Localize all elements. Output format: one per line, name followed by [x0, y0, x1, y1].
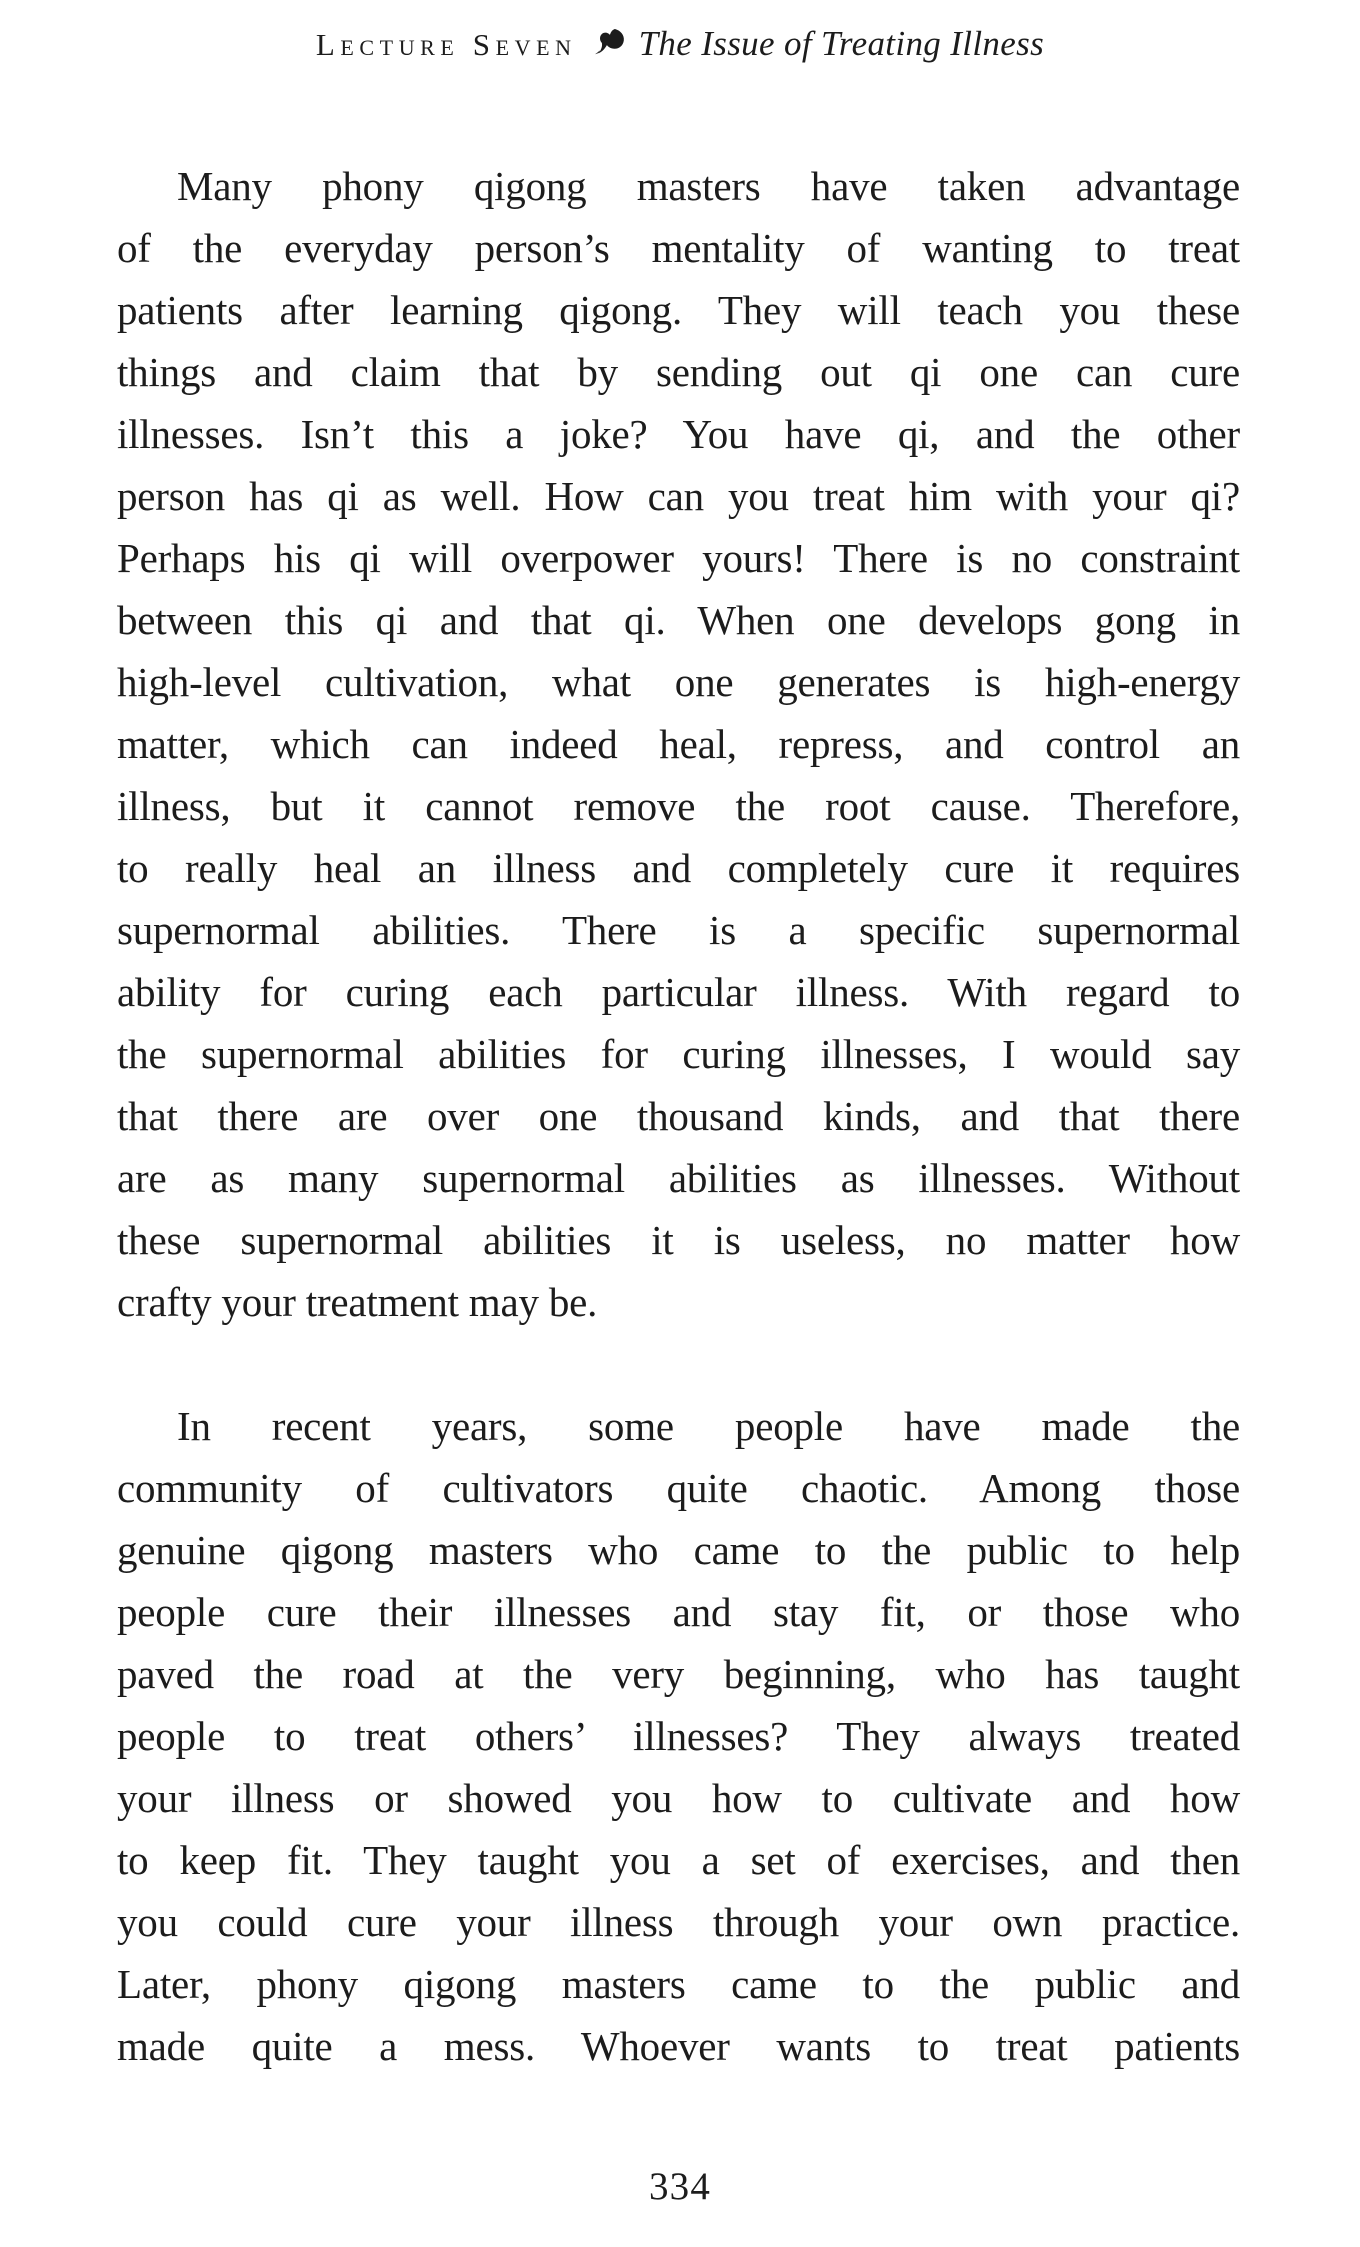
text-line: you could cure your illness through your own practice.	[117, 1899, 1240, 1945]
text-line: that there are over one thousand kinds, and that there	[117, 1093, 1240, 1139]
text-line: paved the road at the very beginning, who has taught	[117, 1651, 1240, 1697]
text-line: crafty your treatment may be.	[117, 1279, 598, 1325]
text-line: between this qi and that qi. When one develops gong in	[117, 597, 1240, 643]
text-line: people cure their illnesses and stay fit, or those who	[117, 1589, 1240, 1635]
text-line: In recent years, some people have made the	[177, 1403, 1240, 1449]
text-line: to keep fit. They taught you a set of exercises, and then	[117, 1837, 1240, 1883]
text-line: these supernormal abilities it is useless, no matter how	[117, 1217, 1240, 1263]
text-line: your illness or showed you how to cultivate and how	[117, 1775, 1240, 1821]
text-line: illness, but it cannot remove the root cause. Therefore,	[117, 783, 1240, 829]
text-line: ability for curing each particular illness. With regard to	[117, 969, 1240, 1015]
page-number: 334	[648, 2165, 711, 2208]
text-line: matter, which can indeed heal, repress, and control an	[117, 721, 1240, 767]
body-text	[117, 155, 1240, 2077]
lecture-label: Lecture Seven	[315, 27, 577, 62]
text-line: of the everyday person’s mentality of wanting to treat	[117, 225, 1240, 271]
text-line: patients after learning qigong. They will teach you these	[117, 287, 1240, 333]
text-line: Many phony qigong masters have taken advantage	[177, 163, 1240, 209]
text-line: to really heal an illness and completely cure it requires	[117, 845, 1240, 891]
text-line: illnesses. Isn’t this a joke? You have qi, and the other	[117, 411, 1240, 457]
paragraph	[117, 155, 1240, 1333]
hedera-leaf-icon	[593, 26, 627, 58]
text-line: supernormal abilities. There is a specific supernormal	[117, 907, 1240, 953]
running-head	[0, 24, 1360, 64]
chapter-title: The Issue of Treating Illness	[638, 24, 1045, 63]
text-line: genuine qigong masters who came to the public to help	[117, 1527, 1240, 1573]
text-line: are as many supernormal abilities as illnesses. Without	[117, 1155, 1240, 1201]
text-line: person has qi as well. How can you treat him with your qi?	[117, 473, 1240, 519]
text-line: things and claim that by sending out qi one can cure	[117, 349, 1240, 395]
paragraph	[117, 1395, 1240, 2077]
text-line: Later, phony qigong masters came to the public and	[117, 1961, 1240, 2007]
text-line: Perhaps his qi will overpower yours! There is no constraint	[117, 535, 1240, 581]
text-line: community of cultivators quite chaotic. Among those	[117, 1465, 1240, 1511]
text-line: people to treat others’ illnesses? They always treated	[117, 1713, 1240, 1759]
text-line: high-level cultivation, what one generates is high-energy	[117, 659, 1240, 705]
text-line: made quite a mess. Whoever wants to treat patients	[117, 2023, 1240, 2069]
text-line: the supernormal abilities for curing illnesses, I would say	[117, 1031, 1240, 1077]
